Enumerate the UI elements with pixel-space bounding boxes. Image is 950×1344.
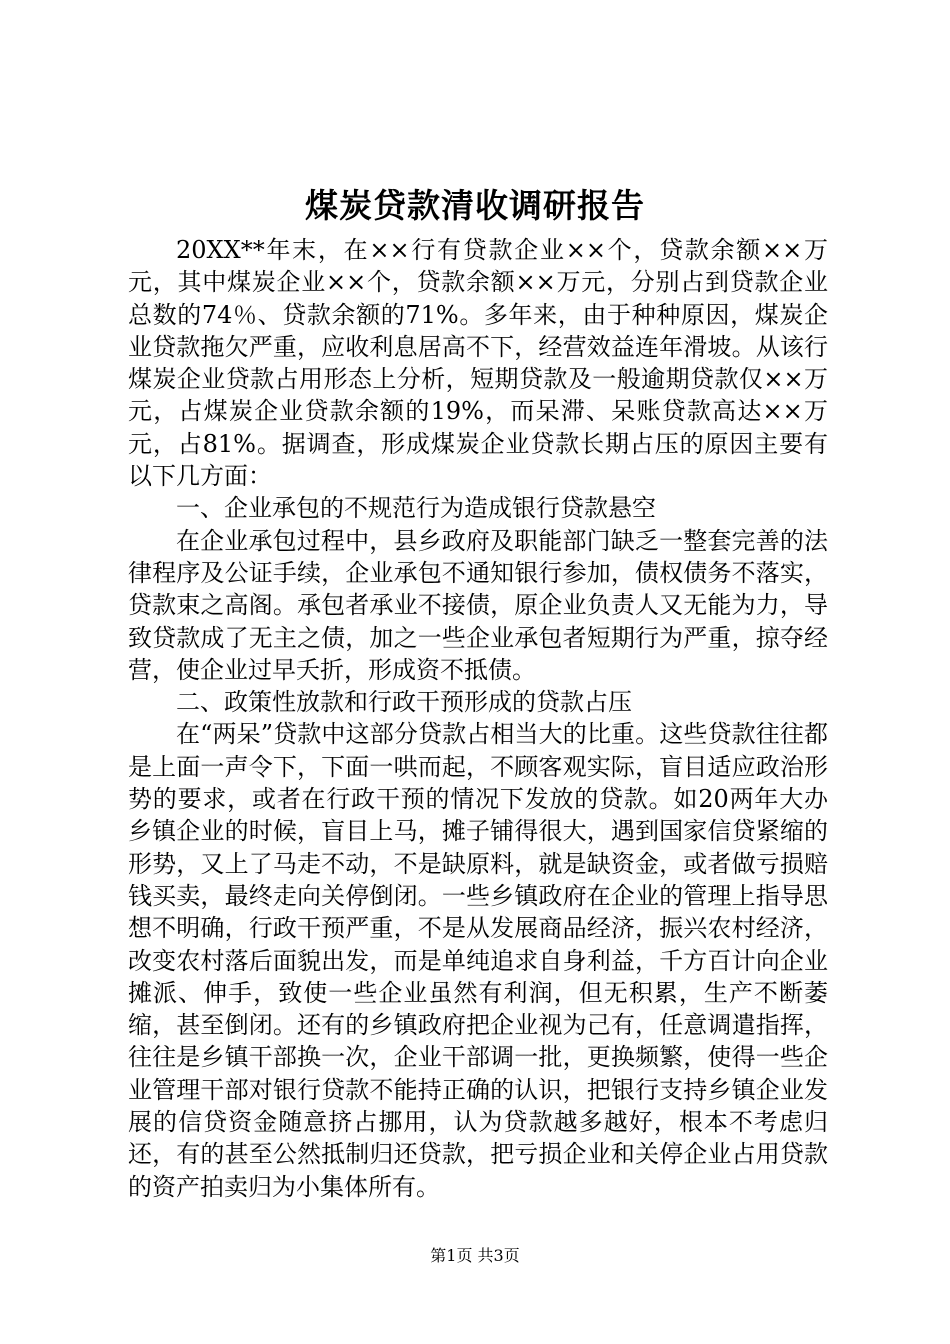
page-number-current: 第1页: [430, 1246, 473, 1265]
document-title: 煤炭贷款清收调研报告: [305, 186, 645, 225]
paragraph-section-2: 在“两呆”贷款中这部分贷款占相当大的比重。这些贷款往往都是上面一声令下，下面一哄而起，不顾客观实际，盲目适应政治形势的要求，或者在行政干预的情况下发放的贷款。如20两年大办乡镇企业的时候，盲目上马，摊子铺得很大，遇到国家信贷紧缩的形势，又上了马走不动，不是缺原料，就是缺资金，或者做亏损赔钱买卖，最终走向关停倒闭。一些乡镇政府在企业的管理上指导思想不明确，行政干预严重，不是从发展商品经济，振兴农村经济，改变农村落后面貌出发，而是单纯追求自身利益，千方百计向企业摊派、伸手，致使一些企业虽然有利润，但无积累，生产不断萎缩，甚至倒闭。还有的乡镇政府把企业视为己有，任意调遣指挥，往往是乡镇干部换一次，企业干部调一批，更换频繁，使得一些企业管理干部对银行贷款不能持正确的认识，把银行支持乡镇企业发展的信贷资金随意挤占挪用，认为贷款越多越好，根本不考虑归还，有的甚至公然抵制归还贷款，把亏损企业和关停企业占用贷款的资产拍卖归为小集体所有。: [128, 720, 828, 1201]
section-heading-2: 二、政策性放款和行政干预形成的贷款占压: [176, 688, 632, 717]
page-number-total: 共3页: [477, 1246, 520, 1265]
document-body: [128, 234, 828, 1203]
paragraph-intro: 20XX**年末，在××行有贷款企业××个，贷款余额××万元，其中煤炭企业××个，贷款余额××万元，分别占到贷款企业总数的74％、贷款余额的71%。多年来，由于种种原因，煤炭企业贷款拖欠严重，应收利息居高不下，经营效益连年滑坡。从该行煤炭企业贷款占用形态上分析，短期贷款及一般逾期贷款仅××万元，占煤炭企业贷款余额的19%，而呆滞、呆账贷款高达××万元，占81%。据调查，形成煤炭企业贷款长期占压的原因主要有以下几方面：: [128, 236, 828, 491]
section-heading-1: 一、企业承包的不规范行为造成银行贷款悬空: [176, 494, 656, 523]
page-footer: [0, 1244, 950, 1268]
paragraph-section-1: 在企业承包过程中，县乡政府及职能部门缺乏一整套完善的法律程序及公证手续，企业承包不通知银行参加，债权债务不落实，贷款束之高阁。承包者承业不接债，原企业负责人又无能为力，导致贷款成了无主之债，加之一些企业承包者短期行为严重，掠夺经营，使企业过早夭折，形成资不抵债。: [128, 526, 828, 684]
